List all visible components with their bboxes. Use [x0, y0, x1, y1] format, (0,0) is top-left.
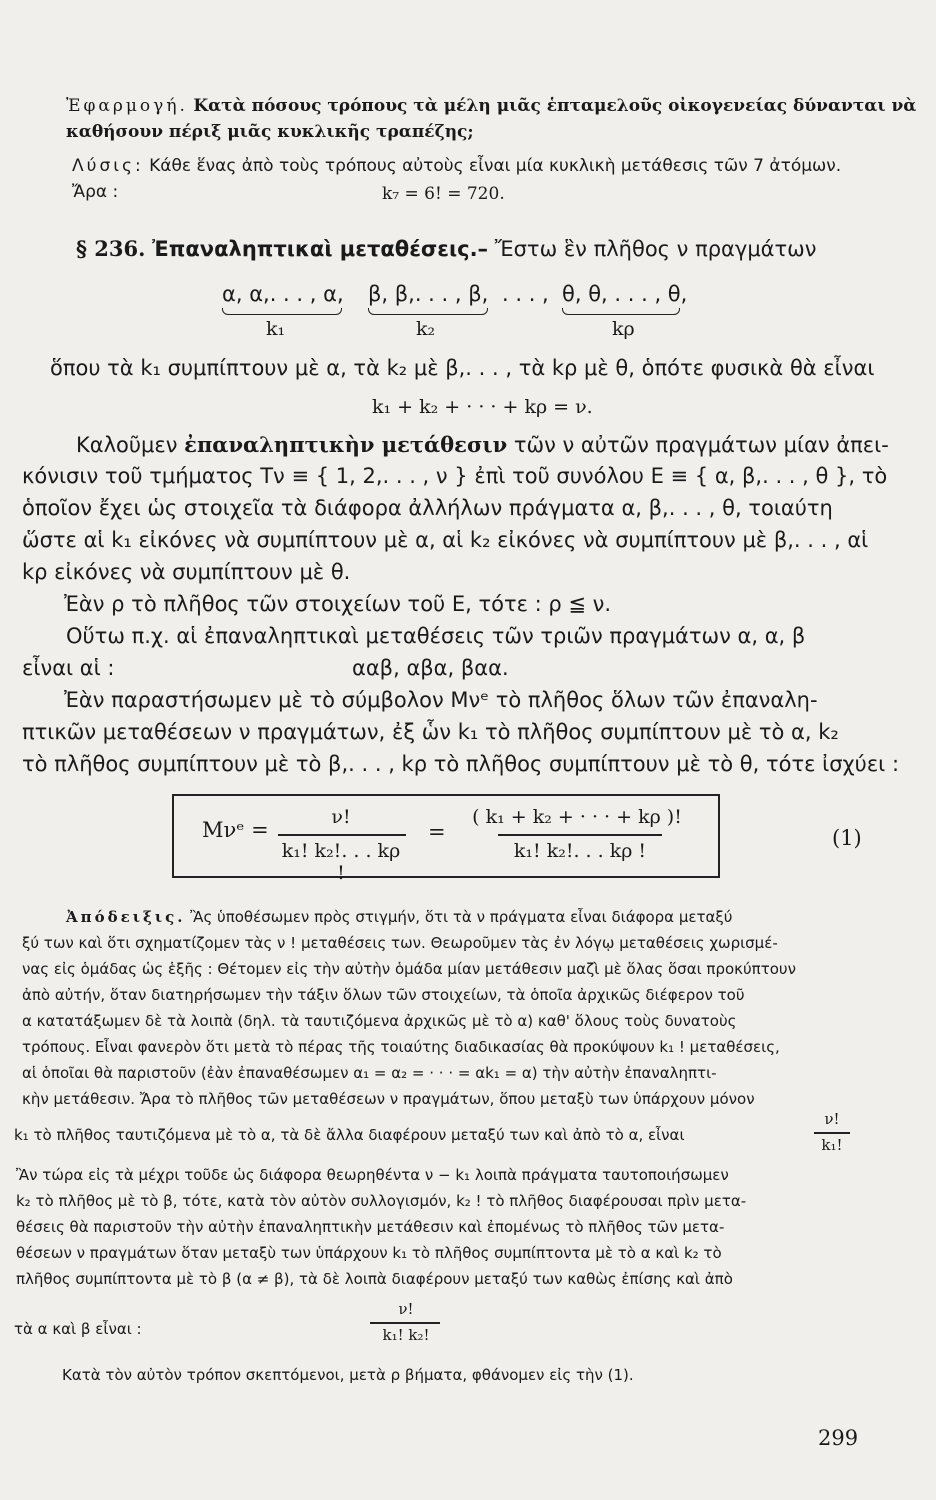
sum-equation: k₁ + k₂ + · · · + kρ = ν.	[372, 396, 593, 418]
proof-line6: τρόπους. Εἶναι φανερὸν ὅτι μετὰ τὸ πέρας τῆς τοιαύτης διαδικασίας θὰ προκύψουν k₁ ! μεταθέσεις,	[22, 1038, 780, 1056]
formula-bar2	[498, 834, 662, 836]
application-question-line1: Ἐφαρμογή. Κατὰ πόσους τρόπους τὰ μέλη μιᾶς ἑπταμελοῦς οἰκογενείας δύνανται νὰ	[66, 96, 917, 116]
where-line: ὅπου τὰ k₁ συμπίπτουν μὲ α, τὰ k₂ μὲ β,. . . , τὰ kρ μὲ θ, ὁπότε φυσικὰ θὰ εἶναι	[50, 356, 875, 380]
definition-line5: kρ εἰκόνες νὰ συμπίπτουν μὲ θ.	[22, 560, 351, 584]
proof-line2: ξύ των καὶ ὅτι σχηματίζομεν τὰς ν ! μεταθέσεις των. Θεωροῦμεν τὰς ἐν λόγῳ μεταθέσεις χωρισμέ-	[22, 934, 778, 952]
application-result: k₇ = 6! = 720.	[382, 184, 505, 204]
section-intro: Ἔστω ἓν πλῆθος ν πραγμάτων	[494, 237, 817, 261]
group-theta: θ, θ, . . . , θ,	[562, 282, 688, 306]
application-title: Ἐφαρμογή.	[66, 96, 188, 116]
application-question-line2: καθήσουν πέριξ μιᾶς κυκλικῆς τραπέζης;	[66, 122, 474, 142]
definition-line11: τὸ πλῆθος συμπίπτουν μὲ τὸ β,. . . , kρ τὸ πλῆθος συμπίπτουν μὲ τὸ θ, τότε ἰσχύει :	[22, 752, 900, 776]
proof-line4: ἀπὸ αὐτήν, ὅταν διατηρήσωμεν τὴν τάξιν ὅλων τῶν στοιχείων, τὰ ὁποῖα ἀρχικῶς διέφερον τοῦ	[22, 986, 745, 1004]
proof-line1: Ἀπόδειξις. Ἂς ὑποθέσωμεν πρὸς στιγμήν, ὅτι τὰ ν πράγματα εἶναι διάφορα μεταξύ	[66, 908, 733, 926]
definition-line8-label: εἶναι αἱ :	[22, 656, 115, 680]
proof-line11: k₂ τὸ πλῆθος μὲ τὸ β, τότε, κατὰ τὸν αὐτὸν συλλογισμόν, k₂ ! τὸ πλῆθος διαφέρουσαι πρὶν μετα-	[16, 1192, 747, 1210]
group-alpha: α, α,. . . , α,	[222, 282, 344, 306]
proof-line12: θέσεις θὰ παριστοῦν τὴν αὐτὴν ἐπαναληπτικὴν μετάθεσιν καὶ ἐπομένως τὸ πλῆθος τῶν μετα-	[16, 1218, 725, 1236]
proof-frac2-bar	[370, 1322, 440, 1324]
proof-frac1-den: k₁!	[821, 1136, 843, 1154]
brace-alpha	[222, 308, 342, 315]
definition-line8-example: ααβ, αβα, βαα.	[352, 656, 509, 680]
formula-num2: ( k₁ + k₂ + · · · + kρ )!	[472, 806, 682, 828]
section-title: Ἐπαναληπτικαὶ μεταθέσεις.–	[152, 237, 489, 261]
solution-text: Κάθε ἕνας ἀπὸ τοὺς τρόπους αὐτοὺς εἶναι μία κυκλικὴ μετάθεσις τῶν 7 ἀτόμων.	[149, 156, 842, 176]
definition-line1: Καλοῦμεν ἐπαναληπτικὴν μετάθεσιν τῶν ν αὐτῶν πραγμάτων μίαν ἀπει-	[76, 432, 889, 457]
formula-den2: k₁! k₂!. . . kρ !	[513, 840, 647, 862]
proof-line3: νας εἰς ὁμάδας ὡς ἑξῆς : Θέτομεν εἰς τὴν αὐτὴν ὁμάδα μίαν μετάθεσιν μαζὶ μὲ ὅλας ὅσαι προκύπτουν	[22, 960, 796, 978]
formula-lhs: Mνᵉ =	[202, 818, 269, 842]
brace-label-k1: k₁	[266, 318, 286, 340]
definition-line3: ὁποῖον ἔχει ὡς στοιχεῖα τὰ διάφορα ἀλλήλων πράγματα α, β,. . . , θ, τοιαύτη	[22, 496, 833, 520]
definition-line7: Οὕτω π.χ. αἱ ἐπαναληπτικαὶ μεταθέσεις τῶν τριῶν πραγμάτων α, α, β	[66, 624, 806, 648]
proof-frac2-num: ν!	[398, 1300, 414, 1318]
formula-label: (1)	[832, 826, 862, 850]
definition-line9: Ἐὰν παραστήσωμεν μὲ τὸ σύμβολον Mνᵉ τὸ πλῆθος ὅλων τῶν ἐπαναλη-	[64, 688, 818, 712]
page-number: 299	[818, 1426, 859, 1450]
definition-line10: πτικῶν μεταθέσεων ν πραγμάτων, ἐξ ὧν k₁ τὸ πλῆθος συμπίπτουν μὲ τὸ α, k₂	[22, 720, 839, 744]
formula-den1: k₁! k₂!. . . kρ !	[281, 840, 401, 884]
group-dots: . . . ,	[502, 282, 549, 306]
section-heading	[76, 236, 816, 261]
group-beta: β, β,. . . , β,	[368, 282, 489, 306]
formula-eq: =	[428, 820, 446, 844]
proof-frac2-den: k₁! k₂!	[382, 1326, 430, 1344]
definition-line6: Ἐὰν ρ τὸ πλῆθος τῶν στοιχείων τοῦ E, τότε : ρ ≦ ν.	[64, 592, 612, 616]
brace-beta	[368, 308, 488, 315]
brace-label-kr: kρ	[612, 318, 635, 340]
proof-line8: κὴν μετάθεσιν. Ἄρα τὸ πλῆθος τῶν μεταθέσεων ν πραγμάτων, ὅπου μεταξὺ των ὑπάρχουν μόνον	[22, 1090, 755, 1108]
proof-line15: τὰ α καὶ β εἶναι :	[14, 1320, 142, 1338]
formula-num1: ν!	[331, 806, 351, 828]
proof-frac1-num: ν!	[824, 1110, 840, 1128]
solution-line	[72, 156, 841, 176]
brace-theta	[562, 308, 680, 315]
section-number: § 236.	[76, 236, 146, 261]
proof-line13: θέσεων ν πραγμάτων ὅταν μεταξὺ των ὑπάρχουν k₁ τὸ πλῆθος συμπίπτοντα μὲ τὸ α καὶ k₂ τὸ	[16, 1244, 722, 1262]
proof-line10: Ἂν τώρα εἰς τὰ μέχρι τοῦδε ὡς διάφορα θεωρηθέντα ν − k₁ λοιπὰ πράγματα ταυτοποιήσωμεν	[16, 1166, 729, 1184]
proof-line9: k₁ τὸ πλῆθος ταυτιζόμενα μὲ τὸ α, τὰ δὲ ἄλλα διαφέρουν μεταξύ των καὶ ἀπὸ τὸ α, εἶναι	[14, 1126, 685, 1144]
definition-term: ἐπαναληπτικὴν μετάθεσιν	[184, 432, 508, 457]
proof-line7: αἱ ὁποῖαι θὰ παριστοῦν (ἐὰν ἐπαναθέσωμεν α₁ = α₂ = · · · = αk₁ = α) τὴν αὐτὴν ἐπαναληπτι-	[22, 1064, 717, 1082]
definition-line4: ὥστε αἱ k₁ εἰκόνες νὰ συμπίπτουν μὲ α, αἱ k₂ εἰκόνες νὰ συμπίπτουν μὲ β,. . . , αἱ	[22, 528, 869, 552]
proof-line5: α κατατάξωμεν δὲ τὰ λοιπὰ (δηλ. τὰ ταυτιζόμενα ἀρχικῶς μὲ τὸ α) καθ' ὅλους τοὺς δυνατοὺς	[22, 1012, 737, 1030]
brace-label-k2: k₂	[416, 318, 436, 340]
proof-frac1-bar	[814, 1132, 850, 1134]
definition-line2: κόνισιν τοῦ τμήματος Tν ≡ { 1, 2,. . . , ν } ἐπὶ τοῦ συνόλου E ≡ { α, β,. . . , θ }, τὸ	[22, 464, 888, 488]
proof-line14: πλῆθος συμπίπτοντα μὲ τὸ β (α ≠ β), τὰ δὲ λοιπὰ διαφέρουν μεταξύ των καθὼς ἐπίσης καὶ ἀπὸ	[16, 1270, 733, 1288]
formula-bar1	[278, 834, 406, 836]
ara-label: Ἄρα :	[72, 182, 119, 202]
proof-line16: Κατὰ τὸν αὐτὸν τρόπον σκεπτόμενοι, μετὰ ρ βήματα, φθάνομεν εἰς τὴν (1).	[62, 1366, 634, 1384]
solution-label: Λύσις:	[72, 156, 144, 176]
proof-label: Ἀπόδειξις.	[66, 908, 186, 926]
